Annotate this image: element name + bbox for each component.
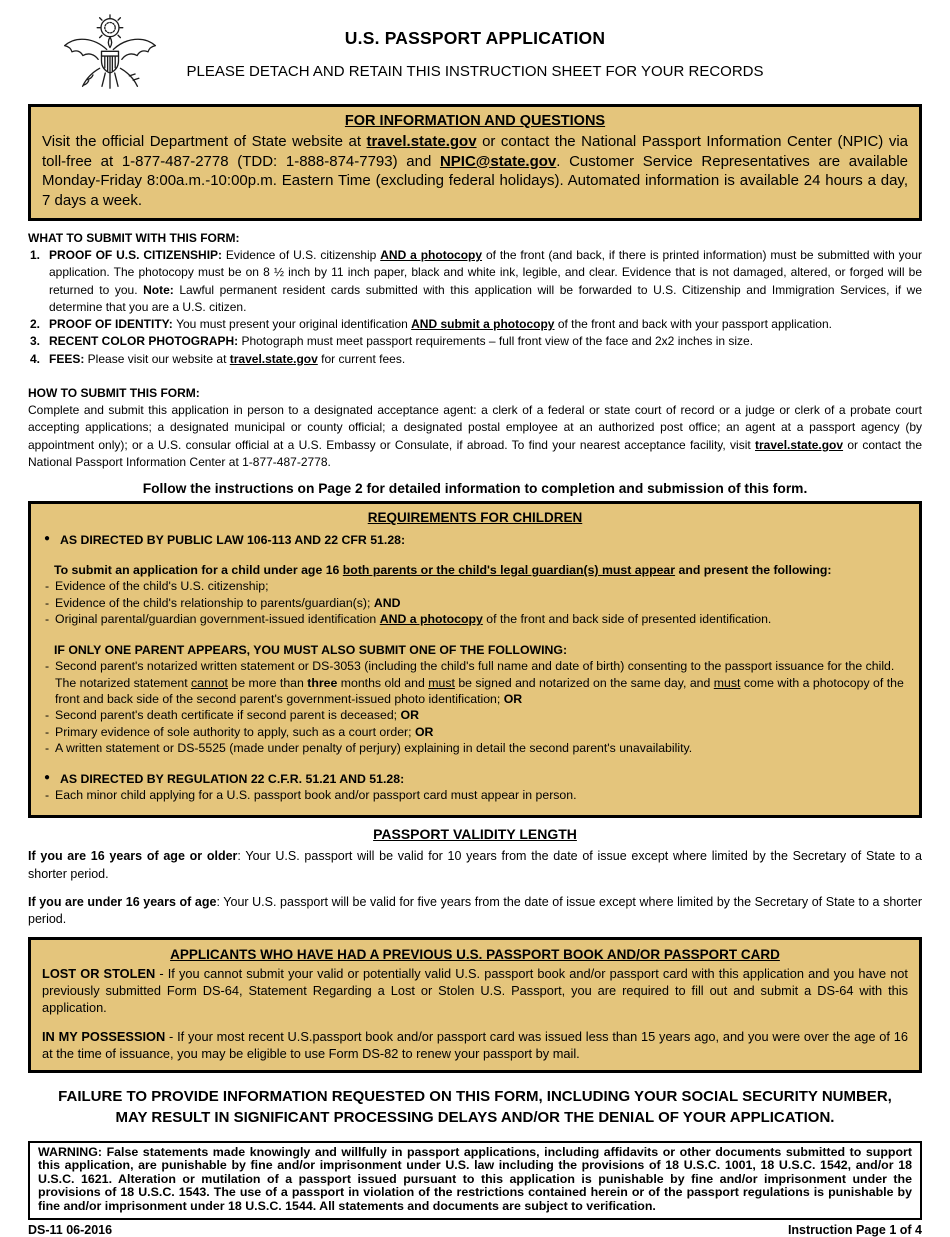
info-box-title: FOR INFORMATION AND QUESTIONS <box>344 113 606 129</box>
follow-instructions-note: Follow the instructions on Page 2 for detailed information to completion and submission of this form. <box>142 481 808 497</box>
one-parent-item: - A written statement or DS-5525 (made under penalty of perjury) explaining in detail the second parent's unavailability. <box>45 741 693 756</box>
dash-icon: - <box>45 579 50 594</box>
how-to-submit-section <box>28 385 922 471</box>
dash-icon: - <box>45 612 50 627</box>
in-my-possession-para: IN MY POSSESSION - If your most recent U.S.passport book and/or passport card was issued less than 15 years ago, and you were over the age of 16 at the time of issuance, you may be eligible to use Form DS-82 to renew your passport by mail. <box>42 1028 909 1061</box>
form-number: DS-11 06-2016 <box>28 1222 113 1237</box>
regulation-bullet: ● AS DIRECTED BY REGULATION 22 C.F.R. 51.21 AND 51.28: <box>44 771 405 786</box>
link-travel-state-gov-fees[interactable]: travel.state.gov <box>229 351 318 366</box>
page-title: U.S. PASSPORT APPLICATION <box>344 28 606 48</box>
validity-para-under-16: If you are under 16 years of age: Your U.S. passport will be valid for five years from the date of issue except where limited by the Secretary of State to a shorter period. <box>28 894 922 927</box>
submit-item-identity: 2. PROOF OF IDENTITY: You must present your original identification AND submit a photocopy of the front and back with your passport application. <box>28 316 922 333</box>
bullet-icon: ● <box>44 532 51 544</box>
children-box-title: REQUIREMENTS FOR CHILDREN <box>367 510 583 526</box>
one-parent-item: - Second parent's death certificate if second parent is deceased; OR <box>45 708 419 723</box>
submit-item-citizenship: 1. PROOF OF U.S. CITIZENSHIP: Evidence of U.S. citizenship AND a photocopy of the front (and back, if there is printed information) must be submitted with your application. The photocopy must be on 8 ½ inch by 11 inch paper, black and white ink, legible, and clear. Evidence that is not damaged, altered, or forged will be returned to you. Note: Lawful permanent resident cards submitted with this application will be forwarded to U.S. Citizenship and Immigration Services, if we determine that you are a U.S. citizen. <box>30 248 922 314</box>
link-npic-email[interactable]: NPIC@state.gov <box>439 152 557 170</box>
dash-icon: - <box>45 787 50 802</box>
children-intro: To submit an application for a child under age 16 both parents or the child's legal guardian(s) must appear and present the following: <box>54 563 832 578</box>
passport-validity-section <box>28 826 922 928</box>
warning-text: WARNING: False statements made knowingly and willfully in passport applications, including affidavits or other documents submitted to support this application, are punishable by fine and/or imprisonment under U.S. law including the provisions of 18 U.S.C. 1001, 18 U.S.C. 1542, and/or 18 U.S.C. 1621. Alteration or mutilation of a passport issued pursuant to this application is punishable by fine and/or imprisonment under the provisions of 18 U.S.C. 1543. The use of a passport in violation of the restrictions contained herein or of the passport regulations is punishable by fine and/or imprisonment under 18 U.S.C. 1544. All statements and documents are subject to verification. <box>38 1144 912 1213</box>
how-to-submit-heading: HOW TO SUBMIT THIS FORM: <box>28 386 200 401</box>
children-requirements-box <box>28 501 922 818</box>
passport-validity-title: PASSPORT VALIDITY LENGTH <box>373 826 577 843</box>
failure-notice-line1: FAILURE TO PROVIDE INFORMATION REQUESTED ON THIS FORM, INCLUDING YOUR SOCIAL SECURITY NUMBER, <box>58 1087 892 1105</box>
bullet-icon: ● <box>44 771 51 783</box>
dash-icon: - <box>45 724 50 739</box>
minor-appear-item: - Each minor child applying for a U.S. passport book and/or passport card must appear in person. <box>45 787 577 802</box>
item-number: 4. <box>30 351 41 366</box>
dash-icon: - <box>45 741 50 756</box>
child-doc-item: - Evidence of the child's relationship to parents/guardian(s); AND <box>45 595 401 610</box>
one-parent-item: - Second parent's notarized written statement or DS-3053 (including the child's full name and date of birth) consenting to the passport issuance for the child. The notarized statement cannot be more than three months old and must be signed and notarized on the same day, and must come with a photocopy of the front and back side of the second parent's government-issued photo identification; OR <box>45 659 904 706</box>
child-doc-item: - Original parental/guardian government-issued identification AND a photocopy of the front and back side of presented identification. <box>45 612 772 627</box>
dash-icon: - <box>45 595 50 610</box>
page-subtitle: PLEASE DETACH AND RETAIN THIS INSTRUCTION SHEET FOR YOUR RECORDS <box>186 63 764 80</box>
info-box <box>28 104 922 221</box>
lost-or-stolen-para: LOST OR STOLEN - If you cannot submit your valid or potentially valid U.S. passport book and/or passport card with this application and you have not previously submitted Form DS-64, Statement Regarding a Lost or Stolen U.S. Passport, you are required to fill out and submit a DS-64 with this application. <box>42 965 908 1015</box>
child-doc-item: - Evidence of the child's U.S. citizenship; <box>45 579 269 594</box>
public-law-bullet: ● AS DIRECTED BY PUBLIC LAW 106-113 AND 22 CFR 51.28: <box>44 532 406 547</box>
failure-notice-line2: MAY RESULT IN SIGNIFICANT PROCESSING DELAYS AND/OR THE DENIAL OF YOUR APPLICATION. <box>115 1108 835 1126</box>
dash-icon: - <box>45 708 50 723</box>
item-number: 1. <box>30 248 41 262</box>
submit-item-fees: 4. FEES: Please visit our website at travel.state.gov for current fees. <box>28 351 922 368</box>
one-parent-item: - Primary evidence of sole authority to apply, such as a court order; OR <box>45 724 434 739</box>
item-number: 2. <box>30 317 41 332</box>
failure-notice <box>38 1086 912 1128</box>
previous-passport-box <box>28 937 922 1073</box>
one-parent-heading: IF ONLY ONE PARENT APPEARS, YOU MUST ALSO SUBMIT ONE OF THE FOLLOWING: <box>54 642 568 657</box>
page-number: Instruction Page 1 of 4 <box>787 1222 922 1237</box>
link-travel-state-gov-facility[interactable]: travel.state.gov <box>755 437 844 452</box>
what-to-submit-heading: WHAT TO SUBMIT WITH THIS FORM: <box>28 231 240 245</box>
header <box>28 10 922 104</box>
footer <box>28 1223 922 1237</box>
dash-icon: - <box>45 659 50 674</box>
warning-box <box>28 1141 922 1220</box>
submit-item-photograph: 3. RECENT COLOR PHOTOGRAPH: Photograph must meet passport requirements – full front view of the face and 2x2 inches in size. <box>28 333 922 350</box>
validity-para-16-older: If you are 16 years of age or older: Your U.S. passport will be valid for 10 years from the date of issue except where limited by the Secretary of State to a shorter period. <box>28 849 923 881</box>
link-travel-state-gov[interactable]: travel.state.gov <box>366 133 477 150</box>
how-to-submit-body: Complete and submit this application in person to a designated acceptance agent: a clerk of a federal or state court of record or a judge or clerk of a probate court accepting applications; a designated municipal or county official; a designated postal employee at an authorized post office; an agent at a passport agency (by appointment only); or a U.S. consular official at a U.S. Embassy or Consulate, if abroad. To find your nearest acceptance facility, visit travel.state.gov or contact the National Passport Information Center at 1-877-487-2778. <box>28 403 922 469</box>
what-to-submit-section <box>28 230 922 368</box>
info-box-body: Visit the official Department of State website at travel.state.gov or contact the National Passport Information Center (NPIC) via toll-free at 1-877-487-2778 (TDD: 1-888-874-7793) and NPIC@state.gov. Customer Service Representatives are available Monday-Friday 8:00a.m.-10:00p.m. Eastern Time (excluding federal holidays). Automated information is available 24 hours a day, 7 days a week. <box>42 133 908 209</box>
item-number: 3. <box>30 334 41 349</box>
previous-box-title: APPLICANTS WHO HAVE HAD A PREVIOUS U.S. PASSPORT BOOK AND/OR PASSPORT CARD <box>170 946 780 962</box>
